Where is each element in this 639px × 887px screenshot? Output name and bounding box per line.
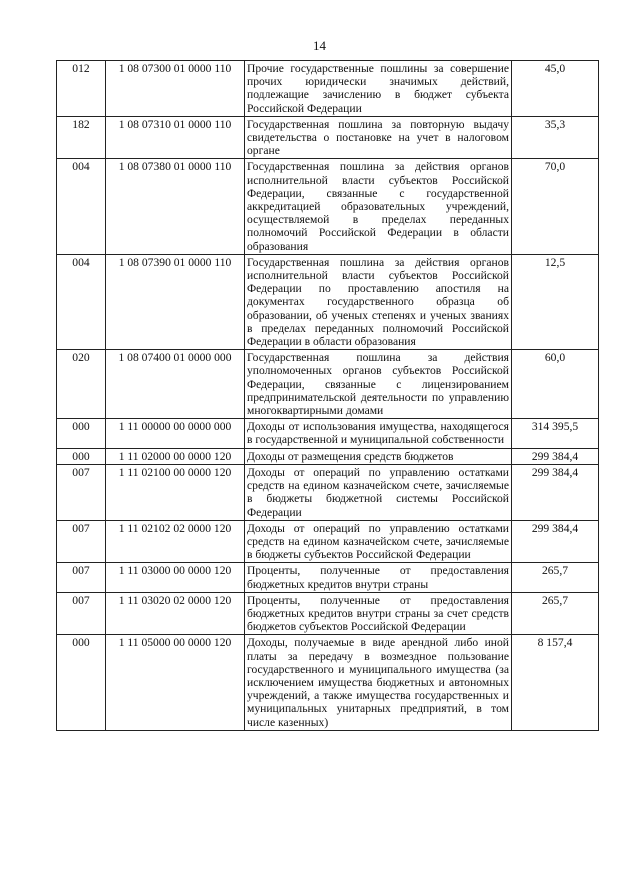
classification-code-cell: 1 08 07380 01 0000 110 (106, 159, 245, 254)
revenue-name-cell: Доходы от операций по управлению остатками средств на едином казначейском счете, зачисляемые в бюджеты бюджетной системы Российской Федерации (245, 464, 512, 520)
classification-code-cell: 1 11 02102 02 0000 120 (106, 520, 245, 563)
amount-cell: 12,5 (512, 254, 599, 349)
revenue-name-cell: Государственная пошлина за действия органов исполнительной власти субъектов Российской Федерации по проставлению апостиля на документах государственного образца об образовании, об ученых степенях и ученых званиях в пределах переданных полномочий Российской Федерации в области образования (245, 254, 512, 349)
amount-cell: 60,0 (512, 350, 599, 419)
amount-cell: 265,7 (512, 592, 599, 635)
classification-code-cell: 1 08 07400 01 0000 000 (106, 350, 245, 419)
classification-code-cell: 1 11 03020 02 0000 120 (106, 592, 245, 635)
classification-code-cell: 1 08 07310 01 0000 110 (106, 116, 245, 159)
admin-code-cell: 007 (57, 520, 106, 563)
classification-code-cell: 1 11 03000 00 0000 120 (106, 563, 245, 592)
table-row (57, 635, 599, 730)
amount-cell: 35,3 (512, 116, 599, 159)
admin-code-cell: 004 (57, 159, 106, 254)
revenue-name-cell: Проценты, полученные от предоставления бюджетных кредитов внутри страны (245, 563, 512, 592)
amount-cell: 299 384,4 (512, 520, 599, 563)
table-row (57, 563, 599, 592)
table-row (57, 350, 599, 419)
revenue-name-cell: Доходы от использования имущества, находящегося в государственной и муниципальной собственности (245, 419, 512, 448)
table-row (57, 419, 599, 448)
page-number: 14 (313, 38, 326, 53)
table-row (57, 61, 599, 117)
revenue-name-cell: Доходы, получаемые в виде арендной либо иной платы за передачу в возмездное пользование государственного и муниципального имущества (за исключением имущества бюджетных и автономных учреждений, а также имущества государственных и муниципальных унитарных предприятий, в том числе казенных) (245, 635, 512, 730)
amount-cell: 265,7 (512, 563, 599, 592)
classification-code-cell: 1 11 05000 00 0000 120 (106, 635, 245, 730)
table-row (57, 116, 599, 159)
table-row (57, 159, 599, 254)
admin-code-cell: 004 (57, 254, 106, 349)
admin-code-cell: 000 (57, 419, 106, 448)
admin-code-cell: 007 (57, 464, 106, 520)
amount-cell: 70,0 (512, 159, 599, 254)
revenue-name-cell: Государственная пошлина за действия уполномоченных органов субъектов Российской Федерации, связанные с лицензированием предпринимательской деятельности по управлению многоквартирными домами (245, 350, 512, 419)
classification-code-cell: 1 11 02000 00 0000 120 (106, 448, 245, 464)
admin-code-cell: 000 (57, 635, 106, 730)
amount-cell: 299 384,4 (512, 448, 599, 464)
table-row (57, 592, 599, 635)
amount-cell: 299 384,4 (512, 464, 599, 520)
classification-code-cell: 1 08 07390 01 0000 110 (106, 254, 245, 349)
revenue-name-cell: Прочие государственные пошлины за совершение прочих юридически значимых действий, подлежащие зачислению в бюджет субъекта Российской Федерации (245, 61, 512, 117)
revenue-name-cell: Доходы от операций по управлению остатками средств на едином казначейском счете, зачисляемые в бюджеты субъектов Российской Федерации (245, 520, 512, 563)
admin-code-cell: 182 (57, 116, 106, 159)
admin-code-cell: 012 (57, 61, 106, 117)
budget-revenue-table (56, 60, 599, 731)
amount-cell: 314 395,5 (512, 419, 599, 448)
admin-code-cell: 000 (57, 448, 106, 464)
amount-cell: 8 157,4 (512, 635, 599, 730)
revenue-name-cell: Государственная пошлина за повторную выдачу свидетельства о постановке на учет в налоговом органе (245, 116, 512, 159)
admin-code-cell: 007 (57, 563, 106, 592)
admin-code-cell: 007 (57, 592, 106, 635)
amount-cell: 45,0 (512, 61, 599, 117)
table-row (57, 254, 599, 349)
table-row (57, 448, 599, 464)
revenue-name-cell: Доходы от размещения средств бюджетов (245, 448, 512, 464)
table-row (57, 464, 599, 520)
table-row (57, 520, 599, 563)
revenue-name-cell: Государственная пошлина за действия органов исполнительной власти субъектов Российской Федерации, связанные с государственной аккредитацией образовательных учреждений, осуществляемой в пределах переданных полномочий Российской Федерации в области образования (245, 159, 512, 254)
classification-code-cell: 1 08 07300 01 0000 110 (106, 61, 245, 117)
classification-code-cell: 1 11 02100 00 0000 120 (106, 464, 245, 520)
classification-code-cell: 1 11 00000 00 0000 000 (106, 419, 245, 448)
revenue-name-cell: Проценты, полученные от предоставления бюджетных кредитов внутри страны за счет средств бюджетов субъектов Российской Федерации (245, 592, 512, 635)
admin-code-cell: 020 (57, 350, 106, 419)
